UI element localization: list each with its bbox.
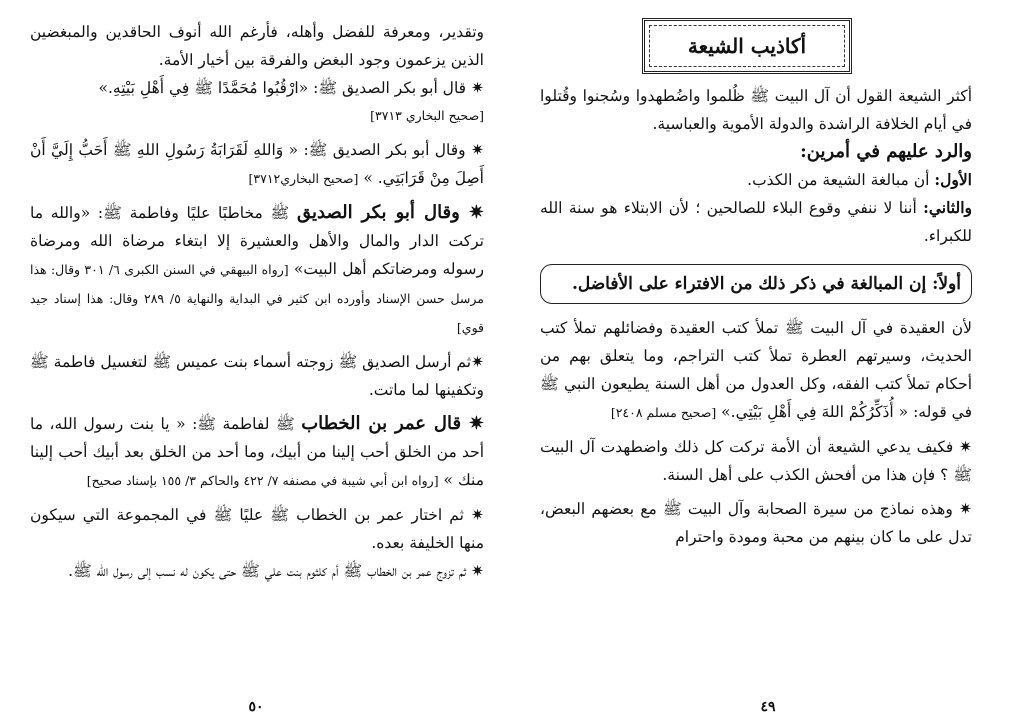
paragraph-umar-3: ✷ ثم تزوج عمر بن الخطاب ﷺ أم كلثوم بنت علي ﷺ حتى يكون له نسب إلى رسول الله ﷺ. [68,562,484,580]
paragraph-text: لأن العقيدة في آل البيت ﷺ تملأ كتب العقيدة وفضائلهم تملأ كتب الحديث، وسيرتهم العطرة تملأ كتب التراجم، وما يتعلق بهم من أحكام تملأ كتب الفقه، وكل العدول من أهل السنة يطيعون النبي ﷺ في قوله: « أُذَكِّرُكُمْ اللهَ فِي أَهْلِ بَيْتِي.» [540,319,972,421]
paragraph-umar-2: ✷ ثم اختار عمر بن الخطاب ﷺ عليًا ﷺ في المجموعة التي سيكون منها الخليفة بعده. [30,506,484,552]
paragraph-abubakr-1: ✷ قال أبو بكر الصديق ﷺ: «ارْقُبُوا مُحَمَّدًا ﷺ فِي أَهْلِ بَيْتِهِ.» [98,79,484,97]
second-text: أننا لا ننفي وقوع البلاء للصالحين ؛ لأن الابتلاء هو سنة الله للكبراء. [540,199,972,245]
first-text: أن مبالغة الشيعة من الكذب. [747,171,930,189]
title-frame [642,18,852,74]
paragraph-abubakr-2 [30,136,484,193]
paragraph-text: ﷺ لفاطمة ﷺ: « يا بنت رسول الله، ما أحد من الخلق أحب إلينا من أبيك، وما أحد من الخلق بعد أبيك أحب إلينا منك » [30,415,484,489]
source-citation: [رواه ابن أبي شيبة في مصنفه ٧/ ٤٢٢ والحاكم ٣/ ١٥٥ بإسناد صحيح] [86,473,439,488]
first-point [540,166,972,194]
source-citation: [صحيح البخاري٣٧١٢] [248,171,359,186]
paragraph-examples: ✷ وهذه نماذج من سيرة الصحابة وآل البيت ﷺ مع بعضهم البعض، تدل على ما كان بينهم من محبة ومودة واحترام [540,500,972,546]
boxed-heading [540,264,972,304]
second-point [540,194,972,250]
box-heading-text: أولاً: إن المبالغة في ذكر ذلك من الافتراء على الأفاضل. [571,274,961,294]
paragraph-books [540,314,972,427]
second-label: والثاني: [923,198,972,217]
bold-heading: ✷ قال عمر بن الخطاب [301,413,485,434]
page-number: ٤٩ [760,699,776,715]
page-number: ٥٠ [248,699,264,715]
paragraph-asma: ✷ثم أرسل الصديق ﷺ زوجته أسماء بنت عميس ﷺ لتغسيل فاطمة ﷺ وتكفينها لما ماتت. [30,353,484,399]
source-citation: [صحيح البخاري ٣٧١٣] [370,108,484,123]
paragraph-umar-1 [30,410,484,495]
paragraph-text: ﷺ مخاطبًا عليًا وفاطمة ﷺ: «والله ما تركت الدار والمال والأهل والعشيرة إلا ابتغاء مرضاة الله ومرضاة رسوله ومرضاتكم أهل البيت» [30,204,485,278]
source-citation: [رواه البيهقي في السنن الكبرى ٦/ ٣٠١ وقال: هذا مرسل حسن الإسناد وأورده ابن كثير في البداية والنهاية ٥/ ٢٨٩ وقال: هذا إسناد جيد قوي] [30,262,484,335]
paragraph-text: ✷ وقال أبو بكر الصديق ﷺ: « وَاللهِ لَقَرَابَةُ رَسُولِ اللهِ ﷺ أَحَبُّ إِلَيَّ أَنْ أَصِلَ مِنْ قَرَابَتِي. » [30,141,484,187]
paragraph-claim: ✷ فكيف يدعي الشيعة أن الأمة تركت كل ذلك واضطهدت آل البيت ﷺ ؟ فإن هذا من أفحش الكذب على أهل السنة. [540,438,972,484]
paragraph-intro: وتقدير، ومعرفة للفضل وأهله، فأرغم الله أنوف الحاقدين والمبغضين الذين يزعمون وجود البغض والفرقة بين أخيار الأمة. [30,23,484,69]
reply-heading: والرد عليهم في أمرين: [800,141,972,162]
first-label: الأول: [934,170,972,189]
right-page [512,0,1024,721]
page-title: أكاذيب الشيعة [687,34,807,58]
paragraph-abubakr-3 [30,199,484,342]
paragraph-intro: أكثر الشيعة القول أن آل البيت ﷺ ظُلموا واضُطهدوا وسُجنوا وقُتلوا في أيام الخلافة الراشدة والدولة الأموية والعباسية. [540,87,972,133]
source-citation: [صحيح مسلم ٢٤٠٨] [610,405,717,420]
bold-heading: ✷ وقال أبو بكر الصديق [297,202,485,223]
